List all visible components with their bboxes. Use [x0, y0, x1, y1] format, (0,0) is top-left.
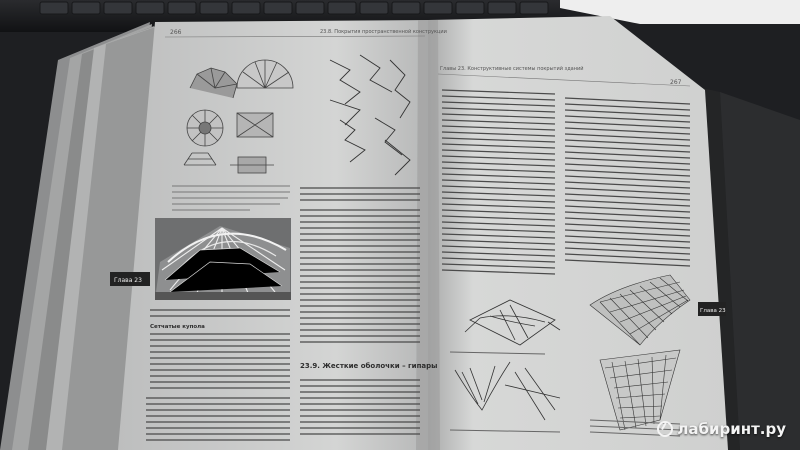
right-page-number: 267: [670, 79, 682, 86]
right-page: [428, 16, 728, 450]
watermark-text: лабиринт.ру: [677, 420, 786, 438]
left-page-number: 266: [170, 29, 182, 36]
watermark: [657, 420, 786, 438]
paragraph-lead: Сетчатые купола: [150, 324, 205, 330]
left-running-head: 23.8. Покрытия пространственной конструкции: [320, 29, 447, 35]
left-side-tab-label: Глава 23: [114, 277, 142, 284]
section-heading: 23.9. Жесткие оболочки – гипары: [300, 362, 438, 370]
right-running-head: Главы 23. Конструктивные системы покрытий зданий: [440, 66, 584, 72]
labirint-logo-icon: [657, 421, 673, 437]
right-side-tab-label: Глава 23: [700, 308, 726, 314]
dome-photo: [155, 218, 291, 300]
